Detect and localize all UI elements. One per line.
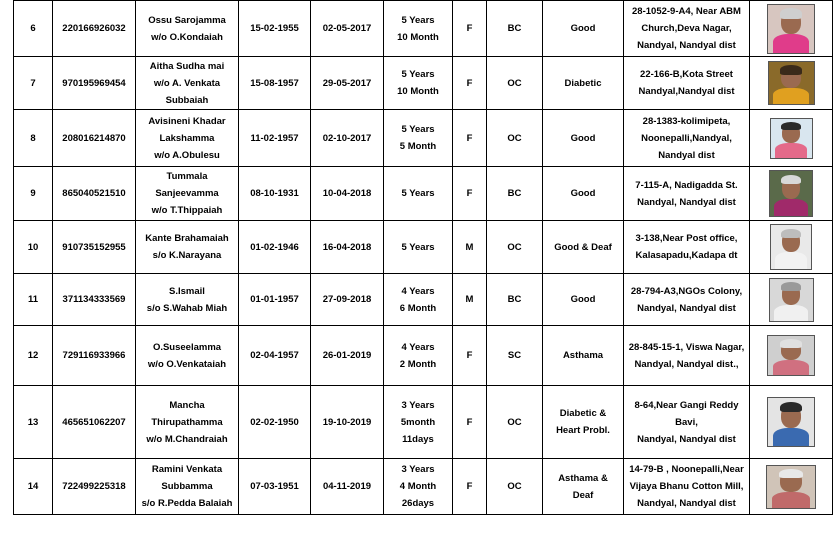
cell-aadhaar-number: 208016214870 <box>53 110 136 167</box>
cell-date-of-birth: 15-08-1957 <box>239 57 311 110</box>
cell-resident-name: Mancha Thirupathamma w/o M.Chandraiah <box>136 386 239 459</box>
cell-caste: SC <box>487 326 543 386</box>
cell-date-of-birth: 02-02-1950 <box>239 386 311 459</box>
cell-serial-number: 12 <box>14 326 53 386</box>
cell-address: 3-138,Near Post office, Kalasapadu,Kadapa dt <box>624 221 750 274</box>
cell-date-of-birth: 01-02-1946 <box>239 221 311 274</box>
cell-duration-of-stay: 5 Years 5 Month <box>384 110 453 167</box>
cell-gender: F <box>453 459 487 515</box>
cell-duration-of-stay: 4 Years 6 Month <box>384 274 453 326</box>
cell-caste: BC <box>487 1 543 57</box>
cell-address: 28-794-A3,NGOs Colony, Nandyal, Nandyal dist <box>624 274 750 326</box>
cell-gender: F <box>453 57 487 110</box>
cell-duration-of-stay: 5 Years <box>384 221 453 274</box>
resident-photo <box>766 465 816 509</box>
cell-resident-name: Ramini Venkata Subbamma s/o R.Pedda Balaiah <box>136 459 239 515</box>
table-row <box>14 167 833 221</box>
cell-duration-of-stay: 5 Years 10 Month <box>384 1 453 57</box>
table-row <box>14 459 833 515</box>
cell-date-of-joining: 10-04-2018 <box>311 167 384 221</box>
cell-resident-name: Aitha Sudha mai w/o A. Venkata Subbaiah <box>136 57 239 110</box>
cell-health-condition: Asthama <box>543 326 624 386</box>
cell-date-of-birth: 01-01-1957 <box>239 274 311 326</box>
cell-date-of-birth: 02-04-1957 <box>239 326 311 386</box>
cell-caste: OC <box>487 221 543 274</box>
cell-date-of-birth: 08-10-1931 <box>239 167 311 221</box>
resident-photo <box>767 335 815 376</box>
cell-gender: F <box>453 110 487 167</box>
table-row <box>14 221 833 274</box>
cell-aadhaar-number: 371134333569 <box>53 274 136 326</box>
table-row <box>14 274 833 326</box>
cell-caste: OC <box>487 386 543 459</box>
resident-photo <box>767 4 815 54</box>
cell-date-of-birth: 11-02-1957 <box>239 110 311 167</box>
cell-duration-of-stay: 3 Years 5month 11days <box>384 386 453 459</box>
resident-photo <box>767 397 815 447</box>
cell-date-of-joining: 29-05-2017 <box>311 57 384 110</box>
cell-serial-number: 10 <box>14 221 53 274</box>
cell-date-of-joining: 26-01-2019 <box>311 326 384 386</box>
cell-photo <box>750 459 833 515</box>
cell-address: 28-1052-9-A4, Near ABM Church,Deva Nagar, Nandyal, Nandyal dist <box>624 1 750 57</box>
cell-date-of-joining: 16-04-2018 <box>311 221 384 274</box>
cell-serial-number: 11 <box>14 274 53 326</box>
cell-gender: F <box>453 326 487 386</box>
cell-address: 14-79-B , Noonepalli,Near Vijaya Bhanu Cotton Mill, Nandyal, Nandyal dist <box>624 459 750 515</box>
cell-duration-of-stay: 5 Years 10 Month <box>384 57 453 110</box>
cell-gender: F <box>453 167 487 221</box>
cell-serial-number: 6 <box>14 1 53 57</box>
table-row <box>14 57 833 110</box>
cell-aadhaar-number: 970195969454 <box>53 57 136 110</box>
cell-address: 8-64,Near Gangi Reddy Bavi, Nandyal, Nandyal dist <box>624 386 750 459</box>
cell-health-condition: Asthama & Deaf <box>543 459 624 515</box>
cell-serial-number: 14 <box>14 459 53 515</box>
cell-health-condition: Diabetic & Heart Probl. <box>543 386 624 459</box>
cell-photo <box>750 221 833 274</box>
cell-aadhaar-number: 910735152955 <box>53 221 136 274</box>
cell-serial-number: 9 <box>14 167 53 221</box>
cell-caste: OC <box>487 57 543 110</box>
cell-health-condition: Good <box>543 274 624 326</box>
cell-date-of-joining: 02-05-2017 <box>311 1 384 57</box>
cell-gender: M <box>453 221 487 274</box>
cell-photo <box>750 167 833 221</box>
cell-date-of-birth: 07-03-1951 <box>239 459 311 515</box>
cell-resident-name: O.Suseelamma w/o O.Venkataiah <box>136 326 239 386</box>
cell-resident-name: Kante Brahamaiah s/o K.Narayana <box>136 221 239 274</box>
cell-date-of-joining: 27-09-2018 <box>311 274 384 326</box>
cell-health-condition: Good <box>543 110 624 167</box>
table-row <box>14 326 833 386</box>
cell-photo <box>750 386 833 459</box>
cell-caste: BC <box>487 274 543 326</box>
cell-caste: BC <box>487 167 543 221</box>
cell-duration-of-stay: 4 Years 2 Month <box>384 326 453 386</box>
cell-photo <box>750 274 833 326</box>
cell-caste: OC <box>487 110 543 167</box>
cell-date-of-joining: 04-11-2019 <box>311 459 384 515</box>
cell-photo <box>750 57 833 110</box>
cell-caste: OC <box>487 459 543 515</box>
cell-aadhaar-number: 465651062207 <box>53 386 136 459</box>
cell-health-condition: Good <box>543 1 624 57</box>
cell-date-of-joining: 02-10-2017 <box>311 110 384 167</box>
resident-photo <box>770 118 813 159</box>
cell-address: 28-845-15-1, Viswa Nagar, Nandyal, Nandyal dist., <box>624 326 750 386</box>
cell-gender: M <box>453 274 487 326</box>
cell-date-of-joining: 19-10-2019 <box>311 386 384 459</box>
resident-photo <box>769 170 813 217</box>
cell-aadhaar-number: 220166926032 <box>53 1 136 57</box>
resident-photo <box>770 224 812 270</box>
cell-resident-name: Tummala Sanjeevamma w/o T.Thippaiah <box>136 167 239 221</box>
cell-resident-name: Ossu Sarojamma w/o O.Kondaiah <box>136 1 239 57</box>
cell-health-condition: Diabetic <box>543 57 624 110</box>
cell-serial-number: 8 <box>14 110 53 167</box>
table-row <box>14 386 833 459</box>
cell-photo <box>750 1 833 57</box>
cell-health-condition: Good & Deaf <box>543 221 624 274</box>
cell-aadhaar-number: 729116933966 <box>53 326 136 386</box>
cell-address: 28-1383-kolimipeta, Noonepalli,Nandyal, Nandyal dist <box>624 110 750 167</box>
cell-photo <box>750 326 833 386</box>
cell-gender: F <box>453 1 487 57</box>
resident-photo <box>769 278 814 322</box>
cell-duration-of-stay: 3 Years 4 Month 26days <box>384 459 453 515</box>
cell-photo <box>750 110 833 167</box>
cell-serial-number: 13 <box>14 386 53 459</box>
cell-resident-name: S.Ismail s/o S.Wahab Miah <box>136 274 239 326</box>
cell-serial-number: 7 <box>14 57 53 110</box>
cell-date-of-birth: 15-02-1955 <box>239 1 311 57</box>
resident-photo <box>768 61 815 105</box>
cell-aadhaar-number: 722499225318 <box>53 459 136 515</box>
table-row <box>14 1 833 57</box>
cell-aadhaar-number: 865040521510 <box>53 167 136 221</box>
cell-gender: F <box>453 386 487 459</box>
cell-address: 22-166-B,Kota Street Nandyal,Nandyal dist <box>624 57 750 110</box>
cell-health-condition: Good <box>543 167 624 221</box>
resident-register-table <box>13 0 833 515</box>
cell-resident-name: Avisineni Khadar Lakshamma w/o A.Obulesu <box>136 110 239 167</box>
table-row <box>14 110 833 167</box>
cell-duration-of-stay: 5 Years <box>384 167 453 221</box>
cell-address: 7-115-A, Nadigadda St. Nandyal, Nandyal dist <box>624 167 750 221</box>
